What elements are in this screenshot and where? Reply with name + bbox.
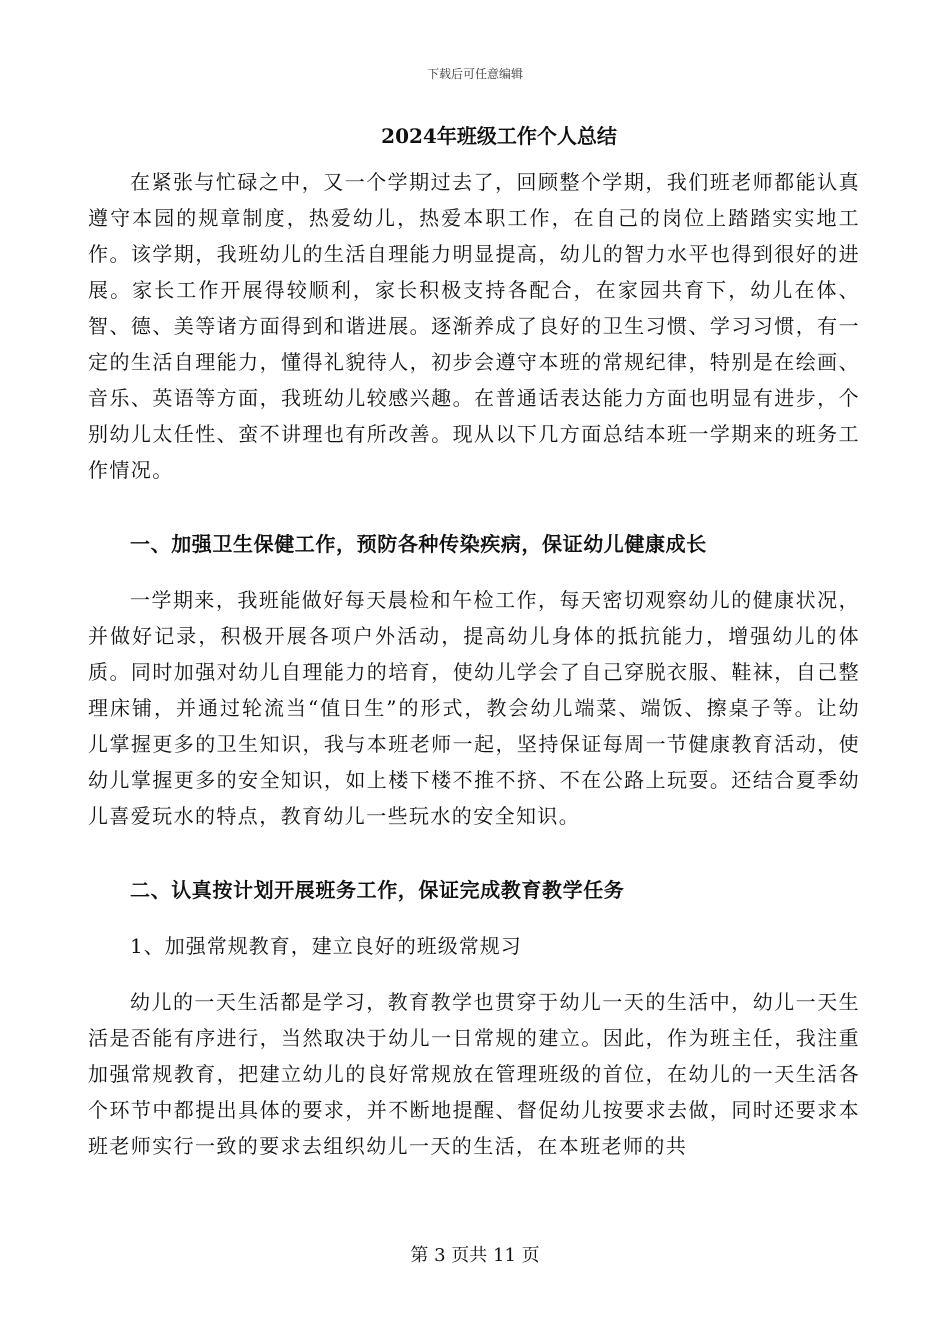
spacer bbox=[88, 834, 860, 854]
page-number-footer: 第 3 页共 11 页 bbox=[410, 1245, 540, 1266]
document-title: 2024年班级工作个人总结 bbox=[381, 124, 617, 148]
page-header-note: 下载后可任意编辑 bbox=[426, 67, 523, 81]
intro-paragraph: 在紧张与忙碌之中，又一个学期过去了，回顾整个学期，我们班老师都能认真遵守本园的规章制度，热爱幼儿，热爱本职工作，在自己的岗位上踏踏实实地工作。该学期，我班幼儿的生活自理能力明显提高，幼儿的智力水平也得到很好的进展。家长工作开展得较顺利，家长积极支持各配合，在家园共育下，幼儿在体、智、德、美等诸方面得到和谐进展。逐渐养成了良好的卫生习惯、学习习惯，有一定的生活自理能力，懂得礼貌待人，初步会遵守本班的常规纪律，特别是在绘画、音乐、英语等方面，我班幼儿较感兴趣。在普通话表达能力方面也明显有进步，个别幼儿太任性、蛮不讲理也有所改善。现从以下几方面总结本班一学期来的班务工作情况。 bbox=[88, 170, 860, 482]
section-2-paragraph: 幼儿的一天生活都是学习，教育教学也贯穿于幼儿一天的生活中，幼儿一天生活是否能有序进行，当然取决于幼儿一日常规的建立。因此，作为班主任，我注重加强常规教育，把建立幼儿的良好常规放在管理班级的首位，在幼儿的一天生活各个环节中都提出具体的要求，并不断地提醒、督促幼儿按要求去做，同时还要求本班老师实行一致的要求去组织幼儿一天的生活，在本班老师的共 bbox=[88, 990, 860, 1158]
section-2-subheading-1: 1、加强常规教育，建立良好的班级常规习 bbox=[130, 934, 522, 958]
section-1-heading: 一、加强卫生保健工作，预防各种传染疾病，保证幼儿健康成长 bbox=[130, 532, 707, 556]
section-2-heading: 二、认真按计划开展班务工作，保证完成教育教学任务 bbox=[130, 878, 625, 902]
document-body bbox=[88, 118, 860, 1164]
spacer bbox=[88, 488, 860, 508]
section-1-paragraph: 一学期来，我班能做好每天晨检和午检工作，每天密切观察幼儿的健康状况，并做好记录，积极开展各项户外活动，提高幼儿身体的抵抗能力，增强幼儿的体质。同时加强对幼儿自理能力的培育，使幼儿学会了自己穿脱衣服、鞋袜，自己整理床铺，并通过轮流当“值日生”的形式，教会幼儿端菜、端饭、擦桌子等。让幼儿掌握更多的卫生知识，我与本班老师一起，坚持保证每周一节健康教育活动，使幼儿掌握更多的安全知识，如上楼下楼不推不挤、不在公路上玩耍。还结合夏季幼儿喜爱玩水的特点，教育幼儿一些玩水的安全知识。 bbox=[88, 588, 860, 828]
